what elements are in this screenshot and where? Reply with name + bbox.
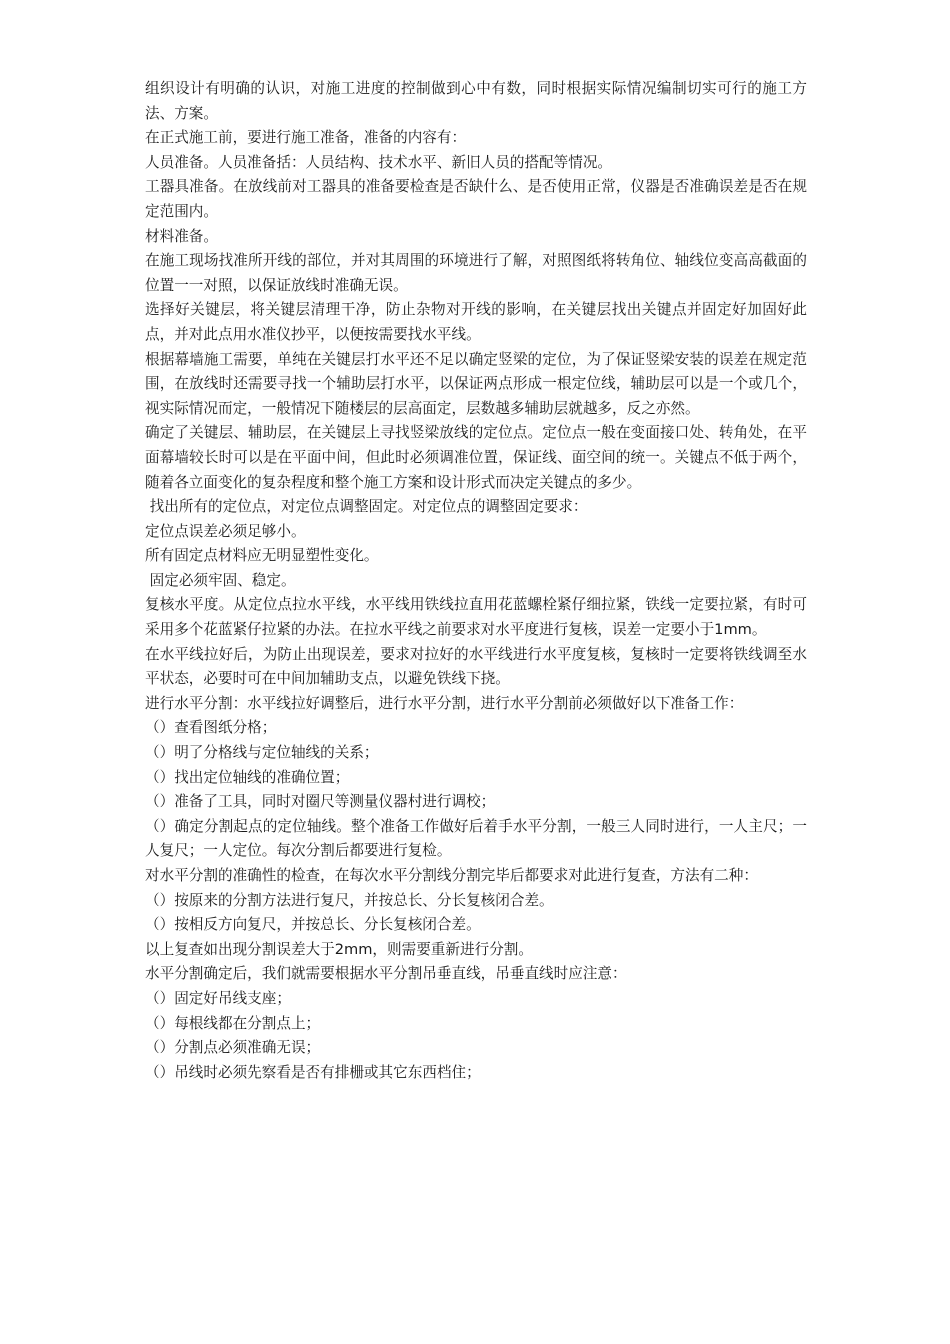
paragraph: 所有固定点材料应无明显塑性变化。 [145,547,379,565]
list-item: （）找出定位轴线的准确位置； [145,768,350,786]
paragraph: 人员准备。人员准备括：人员结构、技术水平、新旧人员的搭配等情况。 [145,153,613,171]
paragraph: 定位点误差必须足够小。 [145,522,306,540]
paragraph: 固定必须牢固、稳定。 [145,571,296,589]
paragraph: 复核水平度。从定位点拉水平线，水平线用铁线拉直用花蓝螺栓紧仔细拉紧，铁线一定要拉紧，有时可采用多个花蓝紧仔拉紧的办法。在拉水平线之前要求对水平度进行复核，误差一定要小于1mm。 [145,596,807,639]
list-item: （）准备了工具，同时对圈尺等测量仪器村进行调校； [145,793,496,811]
list-item: （）明了分格线与定位轴线的关系； [145,744,379,762]
list-item: （）固定好吊线支座； [145,989,291,1007]
paragraph: 对水平分割的准确性的检查，在每次水平分割线分割完毕后都要求对此进行复查，方法有二种： [145,867,758,884]
paragraph: 找出所有的定位点，对定位点调整固定。对定位点的调整固定要求： [145,498,588,516]
paragraph: 在水平线拉好后，为防止出现误差，要求对拉好的水平线进行水平度复核，复核时一定要将铁线调至水平状态，必要时可在中间加辅助支点，以避免铁线下挠。 [145,645,807,688]
list-item: （）按相反方向复尺，并按总长、分长复核闭合差。 [145,916,481,934]
paragraph: 组织设计有明确的认识，对施工进度的控制做到心中有数，同时根据实际情况编制切实可行的施工方法、方案。 [145,80,807,122]
document-body [145,77,807,1085]
paragraph: 根据幕墙施工需要，单纯在关键层打水平还不足以确定竖梁的定位，为了保证竖梁安装的误差在规定范围，在放线时还需要寻找一个辅助层打水平，以保证两点形成一根定位线，辅助层可以是一个或几个，视实际情况而定，一般情况下随楼层的层高面定，层数越多辅助层就越多，反之亦然。 [145,350,807,417]
paragraph: 材料准备。 [145,227,218,245]
list-item: （）吊线时必须先察看是否有排栅或其它东西档住； [145,1063,481,1081]
paragraph: 以上复查如出现分割误差大于2mm，则需要重新进行分割。 [145,940,533,958]
paragraph: 在施工现场找准所开线的部位，并对其周围的环境进行了解，对照图纸将转角位、轴线位变高高截面的位置一一对照，以保证放线时准确无误。 [145,252,807,294]
paragraph: 确定了关键层、辅助层，在关键层上寻找竖梁放线的定位点。定位点一般在变面接口处、转角处，在平面幕墙较长时可以是在平面中间，但此时必须调准位置，保证线、面空间的统一。关键点不低于两个，随着各立面变化的复杂程度和整个施工方案和设计形式而决定关键点的多少。 [145,424,807,491]
paragraph: 工器具准备。在放线前对工器具的准备要检查是否缺什么、是否使用正常，仪器是否准确误差是否在规定范围内。 [145,178,807,220]
list-item: （）分割点必须准确无误； [145,1039,321,1057]
paragraph: 进行水平分割：水平线拉好调整后，进行水平分割，进行水平分割前必须做好以下准备工作： [145,694,744,712]
list-item: （）确定分割起点的定位轴线。整个准备工作做好后着手水平分割，一般三人同时进行，一人主尺；一人复尺；一人定位。每次分割后都要进行复检。 [145,817,807,860]
list-item: （）查看图纸分格； [145,719,277,737]
paragraph: 选择好关键层，将关键层清理干净，防止杂物对开线的影响，在关键层找出关键点并固定好加固好此点，并对此点用水准仪抄平，以便按需要找水平线。 [145,301,807,343]
paragraph: 水平分割确定后，我们就需要根据水平分割吊垂直线，吊垂直线时应注意： [145,965,627,983]
paragraph: 在正式施工前，要进行施工准备，准备的内容有： [145,129,467,147]
list-item: （）每根线都在分割点上； [145,1014,321,1032]
list-item: （）按原来的分割方法进行复尺，并按总长、分长复核闭合差。 [145,891,554,909]
